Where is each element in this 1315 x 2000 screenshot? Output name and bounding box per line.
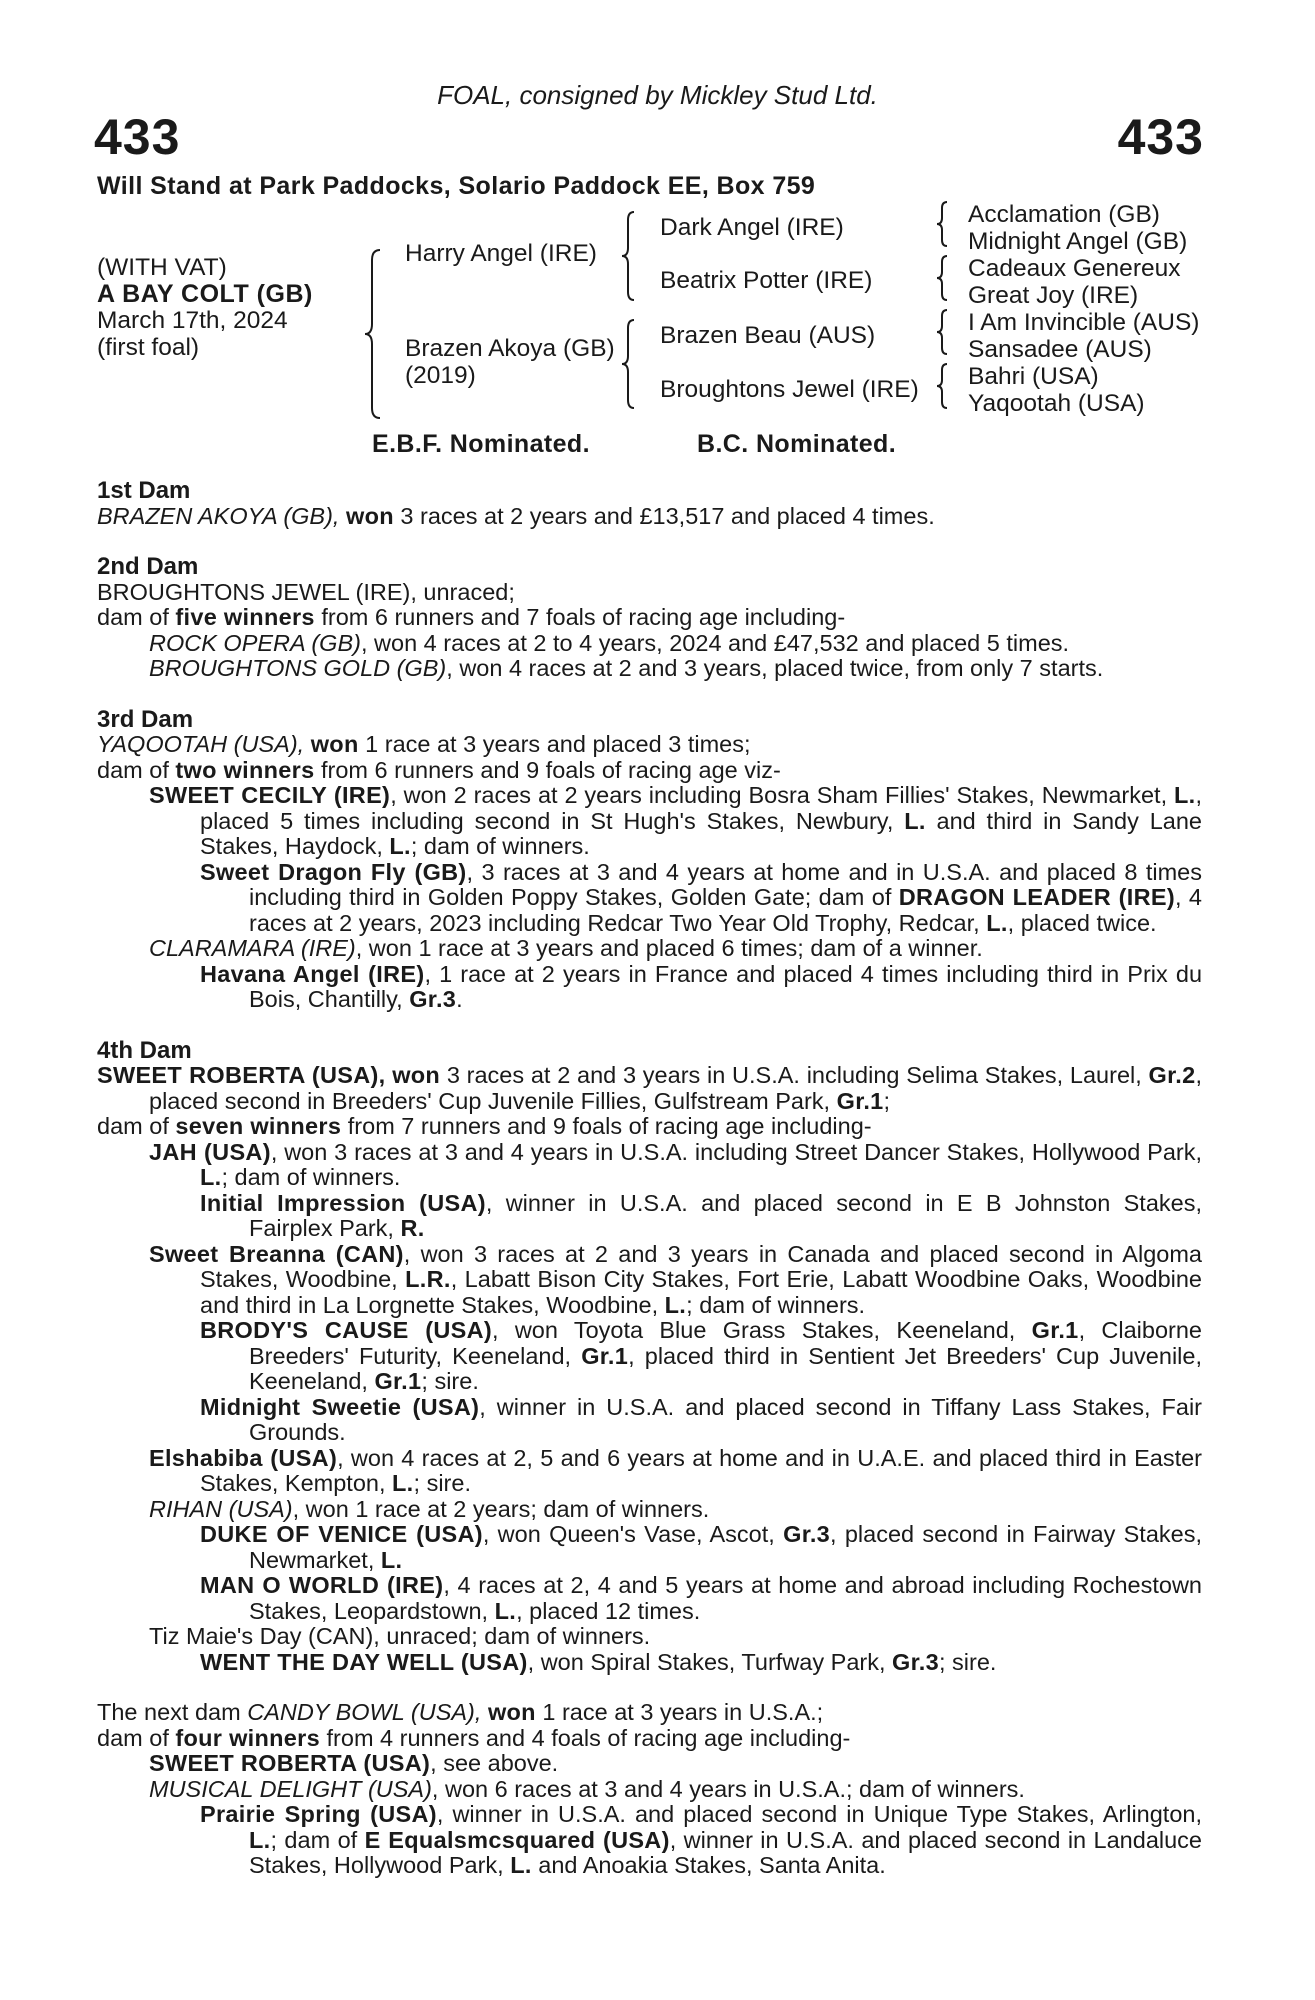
next-dam-produce-line: dam of four winners from 4 runners and 4 foals of racing age including-	[97, 1724, 851, 1751]
third-dam-produce-line: dam of two winners from 6 runners and 9 foals of racing age viz-	[97, 756, 781, 783]
bc-nomination: B.C. Nominated.	[697, 430, 897, 458]
list-item: Sweet Dragon Fly (GB), 3 races at 3 and 4 years at home and in U.S.A. and placed 8 times including third in Golden Poppy Stakes, Golden Gate; dam of DRAGON LEADER (IRE), 4 races at 2 years, 2023 including Redcar Two Year Old Trophy, Redcar, L., placed twice.	[200, 858, 1202, 936]
pedigree-g6: Sansadee (AUS)	[968, 336, 1152, 363]
vat-note: (WITH VAT)	[97, 254, 227, 281]
list-item: MUSICAL DELIGHT (USA), won 6 races at 3 and 4 years in U.S.A.; dam of winners.	[149, 1775, 1025, 1802]
pedigree-brace-main	[362, 248, 384, 420]
list-item: Elshabiba (USA), won 4 races at 2, 5 and 6 years at home and in U.A.E. and placed third in Easter Stakes, Kempton, L.; sire.	[149, 1444, 1203, 1496]
pedigree-dam-year: (2019)	[405, 362, 476, 389]
pedigree-sire-dam: Beatrix Potter (IRE)	[660, 267, 873, 294]
standing-location: Will Stand at Park Paddocks, Solario Paddock EE, Box 759	[97, 172, 816, 200]
list-item: Havana Angel (IRE), 1 race at 2 years in France and placed 4 times including third in Prix du Bois, Chantilly, Gr.3.	[200, 960, 1203, 1012]
list-item: Prairie Spring (USA), winner in U.S.A. and placed second in Unique Type Stakes, Arlington, L.; dam of E Equalsmcsquared (USA), winner in U.S.A. and placed second in Landaluce Stakes, Hollywood Park, L. and Anoakia Stakes, Santa Anita.	[200, 1801, 1203, 1878]
lot-description: A BAY COLT (GB)	[97, 280, 313, 308]
pedigree-g4: Great Joy (IRE)	[968, 282, 1139, 309]
pedigree-brace-dam	[620, 318, 638, 410]
pedigree-brace-g1	[935, 200, 951, 248]
fourth-dam-name: SWEET ROBERTA (USA), won 3 races at 2 and 3 years in U.S.A. including Selima Stakes, Laurel, Gr.2, placed second in Breeders' Cup Juvenile Fillies, Gulfstream Park, Gr.1;	[97, 1062, 1202, 1114]
pedigree-brace-g3	[935, 308, 951, 356]
list-item: BROUGHTONS GOLD (GB), won 4 races at 2 and 3 years, placed twice, from only 7 starts.	[149, 655, 1104, 681]
pedigree-sire: Harry Angel (IRE)	[405, 240, 597, 267]
foaling-date: March 17th, 2024	[97, 307, 288, 334]
pedigree-brace-g4	[935, 362, 951, 410]
pedigree-dam-sire: Brazen Beau (AUS)	[660, 322, 876, 349]
second-dam-section	[97, 554, 1202, 682]
pedigree-dam: Brazen Akoya (GB)	[405, 335, 615, 362]
first-foal-note: (first foal)	[97, 334, 200, 361]
first-dam-line: BRAZEN AKOYA (GB), won 3 races at 2 years and £13,517 and placed 4 times.	[97, 502, 935, 529]
list-item: SWEET ROBERTA (USA), see above.	[149, 1750, 559, 1776]
third-dam-section	[97, 707, 1202, 1013]
lot-number-right: 433	[1117, 109, 1204, 165]
pedigree-sire-sire: Dark Angel (IRE)	[660, 214, 844, 241]
next-dam-name: The next dam CANDY BOWL (USA), won 1 race at 3 years in U.S.A.;	[97, 1699, 824, 1725]
second-dam-name: BROUGHTONS JEWEL (IRE), unraced;	[97, 578, 515, 605]
list-item: JAH (USA), won 3 races at 3 and 4 years in U.S.A. including Street Dancer Stakes, Hollywood Park, L.; dam of winners.	[149, 1138, 1202, 1190]
list-item: Initial Impression (USA), winner in U.S.A. and placed second in E B Johnston Stakes, Fairplex Park, R.	[200, 1189, 1202, 1241]
third-dam-name: YAQOOTAH (USA), won 1 race at 3 years and placed 3 times;	[97, 731, 751, 757]
list-item: RIHAN (USA), won 1 race at 2 years; dam of winners.	[149, 1495, 710, 1522]
list-item: MAN O WORLD (IRE), 4 races at 2, 4 and 5 years at home and abroad including Rochestown Stakes, Leopardstown, L., placed 12 times.	[200, 1572, 1202, 1624]
pedigree-dam-dam: Broughtons Jewel (IRE)	[660, 376, 919, 403]
second-dam-produce-line: dam of five winners from 6 runners and 7 foals of racing age including-	[97, 604, 846, 630]
list-item: ROCK OPERA (GB), won 4 races at 2 to 4 years, 2024 and £47,532 and placed 5 times.	[149, 629, 1070, 656]
pedigree-g3: Cadeaux Genereux	[968, 255, 1181, 282]
fourth-dam-produce-line: dam of seven winners from 7 runners and 9 foals of racing age including-	[97, 1113, 872, 1139]
pedigree-g2: Midnight Angel (GB)	[968, 228, 1188, 255]
fourth-dam-heading: 4th Dam	[97, 1036, 192, 1064]
first-dam-section	[97, 478, 1202, 529]
list-item: BRODY'S CAUSE (USA), won Toyota Blue Grass Stakes, Keeneland, Gr.1, Claiborne Breeders' Futurity, Keeneland, Gr.1, placed third in Sentient Jet Breeders' Cup Juvenile, Keeneland, Gr.1; sire.	[200, 1317, 1202, 1394]
ebf-nomination: E.B.F. Nominated.	[372, 430, 590, 458]
list-item: Sweet Breanna (CAN), won 3 races at 2 and 3 years in Canada and placed second in Algoma Stakes, Woodbine, L.R., Labatt Bison City Stakes, Fort Erie, Labatt Woodbine Oaks, Woodbine and third in La Lorgnette Stakes, Woodbine, L.; dam of winners.	[149, 1240, 1202, 1318]
list-item: CLARAMARA (IRE), won 1 race at 3 years and placed 6 times; dam of a winner.	[149, 935, 983, 961]
pedigree-g5: I Am Invincible (AUS)	[968, 309, 1200, 336]
list-item: Midnight Sweetie (USA), winner in U.S.A. and placed second in Tiffany Lass Stakes, Fair Grounds.	[200, 1393, 1202, 1445]
lot-number-left: 433	[94, 109, 181, 165]
consignor-line: FOAL, consigned by Mickley Stud Ltd.	[437, 80, 878, 110]
fourth-dam-section	[97, 1038, 1202, 1676]
second-dam-heading: 2nd Dam	[97, 553, 199, 580]
list-item: SWEET CECILY (IRE), won 2 races at 2 years including Bosra Sham Fillies' Stakes, Newmarket, L., placed 5 times including second in St Hugh's Stakes, Newbury, L. and third in Sandy Lane Stakes, Haydock, L.; dam of winners.	[149, 782, 1203, 859]
first-dam-heading: 1st Dam	[97, 477, 191, 504]
catalogue-notes	[97, 478, 1202, 1904]
next-dam-section	[97, 1700, 1202, 1879]
list-item: WENT THE DAY WELL (USA), won Spiral Stakes, Turfway Park, Gr.3; sire.	[200, 1648, 997, 1675]
pedigree-g8: Yaqootah (USA)	[968, 390, 1145, 417]
list-item: Tiz Maie's Day (CAN), unraced; dam of winners.	[149, 1623, 651, 1649]
pedigree-brace-g2	[935, 254, 951, 302]
third-dam-heading: 3rd Dam	[97, 705, 194, 733]
pedigree-g1: Acclamation (GB)	[968, 201, 1160, 228]
pedigree-brace-sire	[620, 210, 638, 302]
pedigree-g7: Bahri (USA)	[968, 363, 1099, 390]
list-item: DUKE OF VENICE (USA), won Queen's Vase, Ascot, Gr.3, placed second in Fairway Stakes, Newmarket, L.	[200, 1521, 1202, 1573]
